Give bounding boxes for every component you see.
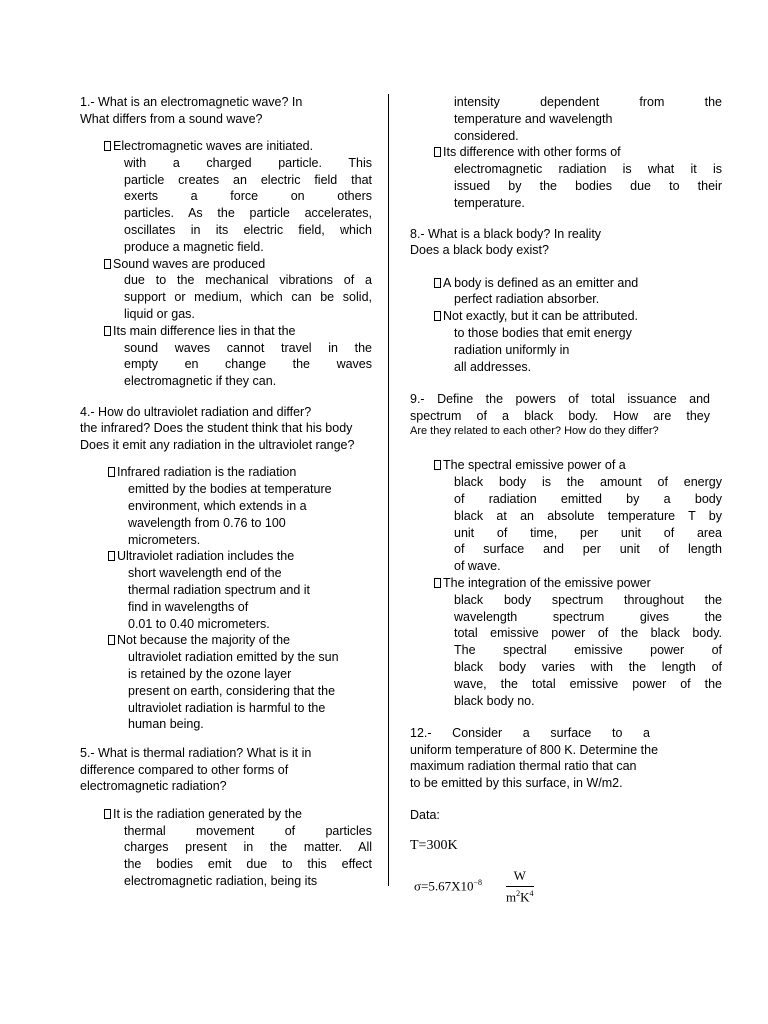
- question-5-line-1: 5.- What is thermal radiation? What is it in: [80, 746, 312, 761]
- square-bullet-icon: [434, 278, 441, 288]
- answer-line: sound waves cannot travel in the: [124, 340, 372, 355]
- answer-line: black body varies with the length of: [454, 659, 722, 674]
- answer-item: [410, 575, 722, 709]
- answer-line: perfect radiation absorber.: [454, 292, 600, 307]
- answer-item: [80, 138, 372, 256]
- question-4-line-3: Does it emit any radiation in the ultraviolet range?: [80, 437, 355, 452]
- answer-continuation: [410, 94, 722, 144]
- question-5-line-3: electromagnetic radiation?: [80, 779, 227, 794]
- answer-line: Not because the majority of the: [117, 633, 291, 648]
- question-9: [410, 391, 710, 439]
- answer-line: Sound waves are produced: [113, 256, 266, 271]
- answer-line: of wave.: [454, 559, 501, 574]
- stefan-boltzmann-constant: [410, 868, 722, 908]
- answer-line: electromagnetic radiation, being its: [124, 873, 318, 888]
- answer-line: total emissive power of the black body.: [454, 626, 722, 641]
- answer-line: black body spectrum throughout the: [454, 592, 722, 607]
- question-8-line-2: Does a black body exist?: [410, 243, 549, 258]
- answer-line: black body is the amount of energy: [454, 475, 722, 490]
- answer-line: present on earth, considering that the: [128, 683, 336, 698]
- answer-line: with a charged particle. This: [124, 155, 372, 170]
- answer-line: A body is defined as an emitter and: [443, 275, 639, 290]
- square-bullet-icon: [434, 147, 441, 157]
- answer-line: 0.01 to 0.40 micrometers.: [128, 616, 270, 631]
- square-bullet-icon: [108, 551, 115, 561]
- square-bullet-icon: [108, 467, 115, 477]
- answer-line: short wavelength end of the: [128, 566, 282, 581]
- answer-line: Its main difference lies in that the: [113, 323, 296, 338]
- answer-line: considered.: [454, 128, 519, 143]
- answer-line: black at an absolute temperature T by: [454, 508, 722, 523]
- question-12-line-1: 12.- Consider a surface to a: [410, 726, 650, 741]
- answer-line: produce a magnetic field.: [124, 239, 264, 254]
- question-12: [410, 725, 659, 791]
- answer-item: [410, 275, 722, 309]
- answer-line: It is the radiation generated by the: [113, 806, 303, 821]
- answer-line: wavelength spectrum gives the: [454, 609, 722, 624]
- answer-line: to those bodies that emit energy: [454, 325, 632, 340]
- question-5: [80, 745, 372, 795]
- answer-line: Not exactly, but it can be attributed.: [443, 309, 639, 324]
- question-5-line-2: difference compared to other forms of: [80, 762, 289, 777]
- answer-line: oscillates in its electric field, which: [124, 222, 372, 237]
- answer-line: electromagnetic radiation is what it is: [454, 162, 722, 177]
- answer-line: ultraviolet radiation is harmful to the: [128, 700, 326, 715]
- square-bullet-icon: [434, 460, 441, 470]
- answer-line: thermal movement of particles: [124, 823, 372, 838]
- answer-line: The integration of the emissive power: [443, 575, 651, 590]
- answer-line: black body no.: [454, 693, 535, 708]
- answer-line: Its difference with other forms of: [443, 145, 621, 160]
- sigma-exponent: −8: [473, 878, 482, 888]
- answer-4-list: [80, 464, 372, 733]
- answer-item: [80, 632, 372, 733]
- answer-5-continued: [410, 94, 722, 144]
- answer-line: support or medium, which can be solid,: [124, 290, 372, 305]
- answer-line: The spectral emissive power of a: [443, 458, 626, 473]
- answer-line: unit of time, per unit of area: [454, 525, 722, 540]
- answer-line: Electromagnetic waves are initiated.: [113, 139, 314, 153]
- unit-m: m: [506, 889, 517, 905]
- answer-line: emitted by the bodies at temperature: [128, 482, 332, 497]
- answer-item: [410, 457, 722, 575]
- answer-line: intensity dependent from the: [454, 95, 722, 109]
- answer-line: Ultraviolet radiation includes the: [117, 549, 295, 564]
- question-1-line-2: What differs from a sound wave?: [80, 111, 263, 126]
- unit-m-exponent: 2: [516, 889, 521, 899]
- answer-5-list: [80, 806, 372, 890]
- square-bullet-icon: [104, 809, 111, 819]
- answer-line: thermal radiation spectrum and it: [128, 583, 311, 598]
- answer-line: temperature and wavelength: [454, 111, 613, 126]
- question-12-line-2: uniform temperature of 800 K. Determine the: [410, 742, 659, 757]
- answer-5b-list: [410, 144, 722, 211]
- square-bullet-icon: [108, 635, 115, 645]
- question-4-line-2: the infrared? Does the student think that his body: [80, 421, 353, 436]
- answer-line: ultraviolet radiation emitted by the sun: [128, 650, 339, 665]
- answer-line: the bodies emit due to this effect: [124, 857, 372, 872]
- answer-line: due to the mechanical vibrations of a: [124, 273, 372, 288]
- left-column: [80, 94, 372, 900]
- answer-line: micrometers.: [128, 532, 201, 547]
- answer-item: [410, 144, 722, 211]
- unit-k: K: [520, 889, 530, 905]
- answer-line: environment, which extends in a: [128, 499, 307, 514]
- square-bullet-icon: [434, 578, 441, 588]
- question-9-line-3: Are they related to each other? How do they differ?: [410, 425, 659, 438]
- answer-line: wave, the total emissive power of the: [454, 676, 722, 691]
- answer-line: of surface and per unit of length: [454, 542, 722, 557]
- answer-line: temperature.: [454, 195, 525, 210]
- question-1: [80, 94, 372, 127]
- answer-item: [80, 464, 372, 548]
- answer-line: Infrared radiation is the radiation: [117, 465, 297, 480]
- square-bullet-icon: [434, 311, 441, 321]
- unit-k-exponent: 4: [529, 889, 534, 899]
- answer-line: of radiation emitted by a body: [454, 491, 722, 506]
- answer-line: particles. As the particle accelerates,: [124, 206, 372, 221]
- square-bullet-icon: [104, 326, 111, 336]
- answer-line: electromagnetic if they can.: [124, 374, 277, 389]
- answer-line: charges present in the matter. All: [124, 840, 372, 855]
- answer-line: human being.: [128, 717, 204, 732]
- answer-line: find in wavelengths of: [128, 599, 249, 614]
- question-12-line-3: maximum radiation thermal ratio that can: [410, 759, 637, 774]
- sigma-base: σ=5.67X10: [414, 878, 474, 894]
- column-divider: [388, 94, 389, 886]
- answer-line: wavelength from 0.76 to 100: [128, 515, 286, 530]
- answer-9-list: [410, 457, 722, 709]
- temperature-value: T=300K: [410, 837, 458, 853]
- units-numerator: W: [506, 868, 534, 887]
- question-4-line-1: 4.- How do ultraviolet radiation and differ?: [80, 404, 312, 419]
- square-bullet-icon: [104, 141, 111, 151]
- answer-1-list: [80, 138, 372, 390]
- question-1-line-1: 1.- What is an electromagnetic wave? In: [80, 95, 303, 109]
- answer-item: [80, 806, 372, 890]
- square-bullet-icon: [104, 259, 111, 269]
- question-12-line-4: to be emitted by this surface, in W/m2.: [410, 775, 623, 790]
- answer-item: [80, 256, 372, 323]
- answer-item: [410, 308, 722, 375]
- right-column: [410, 94, 722, 908]
- answer-line: radiation uniformly in: [454, 342, 570, 357]
- question-9-line-2: spectrum of a black body. How are they: [410, 408, 710, 423]
- data-label: Data:: [410, 808, 440, 823]
- answer-line: The spectral emissive power of: [454, 643, 722, 658]
- question-8: [410, 226, 722, 259]
- answer-line: exerts a force on others: [124, 189, 372, 204]
- answer-line: is retained by the ozone layer: [128, 667, 292, 682]
- answer-8-list: [410, 275, 722, 376]
- answer-item: [80, 323, 372, 390]
- sigma-value: [414, 878, 482, 894]
- answer-line: empty en change the waves: [124, 357, 372, 372]
- answer-line: all addresses.: [454, 359, 532, 374]
- answer-line: liquid or gas.: [124, 306, 195, 321]
- answer-item: [80, 548, 372, 632]
- question-4: [80, 404, 372, 454]
- question-8-line-1: 8.- What is a black body? In reality: [410, 226, 602, 241]
- answer-line: particle creates an electric field that: [124, 172, 372, 187]
- answer-line: issued by the bodies due to their: [454, 178, 722, 193]
- question-9-line-1: 9.- Define the powers of total issuance and: [410, 392, 710, 407]
- units-denominator: [506, 887, 534, 905]
- sigma-units: [506, 868, 534, 905]
